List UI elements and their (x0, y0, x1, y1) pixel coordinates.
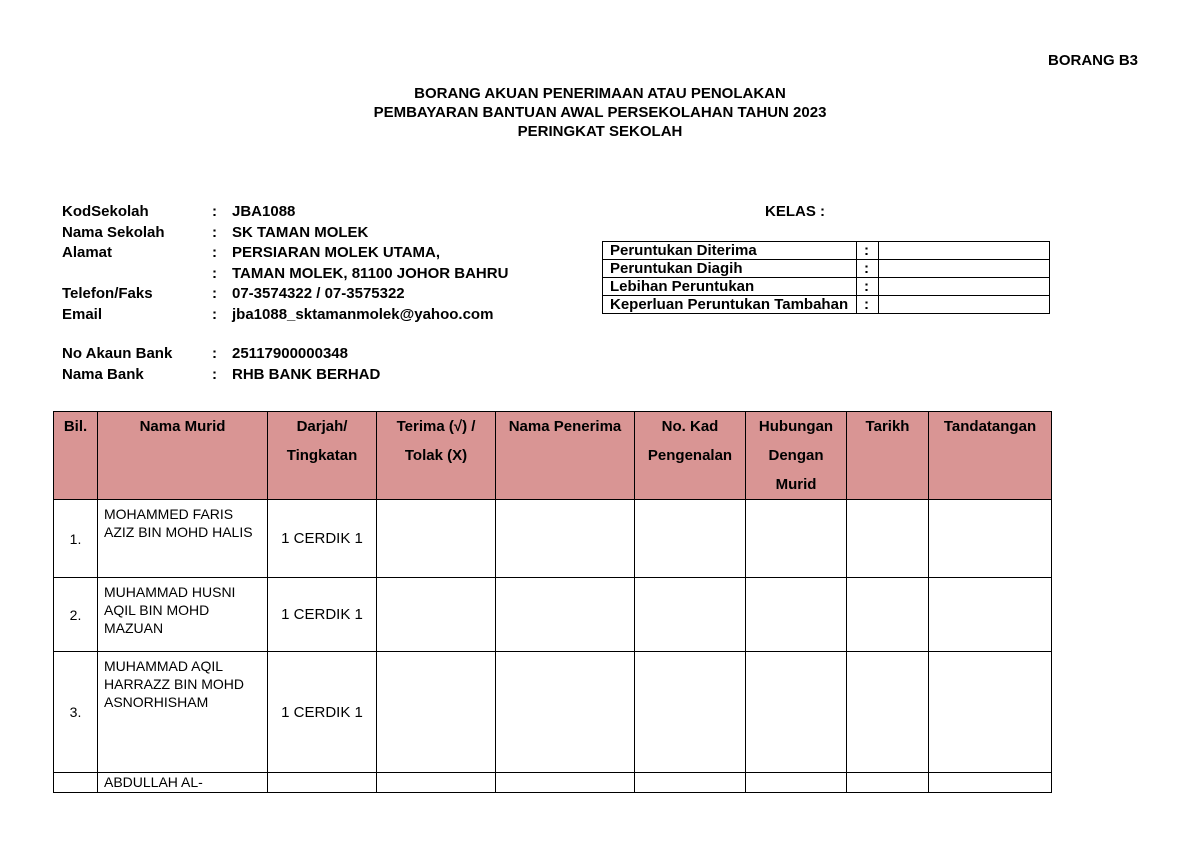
allocation-row (603, 260, 1050, 278)
student-name: MUHAMMAD HUSNI AQIL BIN MOHD MAZUAN (98, 578, 268, 652)
cell-terima-tolak[interactable] (377, 652, 496, 773)
title-line-1: BORANG AKUAN PENERIMAAN ATAU PENOLAKAN (414, 85, 786, 102)
header-darjah: Darjah/ Tingkatan (268, 412, 377, 500)
cell-hubungan[interactable] (746, 773, 847, 793)
akaun-bank-value: 25117900000348 (232, 345, 348, 362)
allocation-colon: : (857, 278, 879, 296)
colon: : (212, 285, 217, 302)
header-nama-penerima: Nama Penerima (496, 412, 635, 500)
document-title (0, 84, 1200, 141)
kod-sekolah-label: KodSekolah (62, 203, 149, 220)
title-line-2: PEMBAYARAN BANTUAN AWAL PERSEKOLAHAN TAHUN 2023 (373, 104, 827, 121)
allocation-value[interactable] (879, 242, 1050, 260)
colon: : (212, 264, 217, 282)
table-row (54, 500, 1052, 578)
cell-tandatangan[interactable] (929, 578, 1052, 652)
cell-tandatangan[interactable] (929, 500, 1052, 578)
akaun-bank-label: No Akaun Bank (62, 345, 173, 362)
student-class: 1 CERDIK 1 (268, 652, 377, 773)
cell-nama-penerima[interactable] (496, 773, 635, 793)
alamat-label: Alamat (62, 244, 113, 261)
email-value: jba1088_sktamanmolek@yahoo.com (232, 305, 494, 323)
table-row (54, 578, 1052, 652)
cell-hubungan[interactable] (746, 652, 847, 773)
cell-nama-penerima[interactable] (496, 652, 635, 773)
allocation-value[interactable] (879, 278, 1050, 296)
colon: : (212, 345, 217, 362)
colon: : (212, 365, 217, 383)
row-number (54, 773, 98, 793)
header-tarikh: Tarikh (847, 412, 929, 500)
kelas-label: KELAS : (765, 203, 825, 220)
allocation-label: Peruntukan Diterima (603, 242, 857, 260)
table-row (54, 773, 1052, 793)
allocation-value[interactable] (879, 260, 1050, 278)
allocation-row (603, 242, 1050, 260)
row-number: 3. (54, 652, 98, 773)
cell-tarikh[interactable] (847, 652, 929, 773)
telefon-value: 07-3574322 / 07-3575322 (232, 285, 405, 302)
header-tandatangan: Tandatangan (929, 412, 1052, 500)
cell-terima-tolak[interactable] (377, 500, 496, 578)
title-line-3: PERINGKAT SEKOLAH (517, 123, 683, 140)
allocation-row (603, 296, 1050, 314)
allocation-row (603, 278, 1050, 296)
header-no-kad: No. Kad Pengenalan (635, 412, 746, 500)
cell-tarikh[interactable] (847, 578, 929, 652)
header-nama-murid: Nama Murid (98, 412, 268, 500)
cell-no-kad[interactable] (635, 652, 746, 773)
kod-sekolah-value: JBA1088 (232, 203, 296, 220)
colon: : (212, 203, 217, 220)
nama-bank-label: Nama Bank (62, 365, 144, 383)
cell-tarikh[interactable] (847, 773, 929, 793)
table-row (54, 652, 1052, 773)
colon: : (212, 223, 217, 241)
nama-sekolah-value: SK TAMAN MOLEK (232, 223, 369, 241)
student-name: MOHAMMED FARIS AZIZ BIN MOHD HALIS (98, 500, 268, 578)
cell-nama-penerima[interactable] (496, 500, 635, 578)
cell-tarikh[interactable] (847, 500, 929, 578)
header-terima-tolak: Terima (√) / Tolak (X) (377, 412, 496, 500)
colon: : (212, 244, 217, 261)
header-hubungan: Hubungan Dengan Murid (746, 412, 847, 500)
allocation-label: Peruntukan Diagih (603, 260, 857, 278)
allocation-label: Lebihan Peruntukan (603, 278, 857, 296)
row-number: 1. (54, 500, 98, 578)
colon: : (212, 305, 217, 323)
student-table (53, 411, 1052, 793)
allocation-colon: : (857, 296, 879, 314)
nama-bank-value: RHB BANK BERHAD (232, 365, 381, 383)
cell-nama-penerima[interactable] (496, 578, 635, 652)
form-code: BORANG B3 (1047, 52, 1138, 69)
allocation-table (602, 241, 1050, 314)
telefon-label: Telefon/Faks (62, 285, 153, 302)
cell-no-kad[interactable] (635, 500, 746, 578)
cell-terima-tolak[interactable] (377, 578, 496, 652)
student-name: MUHAMMAD AQIL HARRAZZ BIN MOHD ASNORHISHAM (98, 652, 268, 773)
student-class: 1 CERDIK 1 (268, 578, 377, 652)
alamat-line-1: PERSIARAN MOLEK UTAMA, (232, 244, 441, 261)
table-header-row (54, 412, 1052, 500)
allocation-value[interactable] (879, 296, 1050, 314)
cell-no-kad[interactable] (635, 578, 746, 652)
cell-hubungan[interactable] (746, 578, 847, 652)
allocation-colon: : (857, 242, 879, 260)
allocation-label: Keperluan Peruntukan Tambahan (603, 296, 857, 314)
header-bil: Bil. (54, 412, 98, 500)
allocation-colon: : (857, 260, 879, 278)
cell-terima-tolak[interactable] (377, 773, 496, 793)
nama-sekolah-label: Nama Sekolah (62, 223, 165, 241)
student-class (268, 773, 377, 793)
row-number: 2. (54, 578, 98, 652)
email-label: Email (62, 305, 103, 323)
cell-no-kad[interactable] (635, 773, 746, 793)
cell-hubungan[interactable] (746, 500, 847, 578)
cell-tandatangan[interactable] (929, 652, 1052, 773)
student-name: ABDULLAH AL- (98, 773, 268, 793)
alamat-line-2: TAMAN MOLEK, 81100 JOHOR BAHRU (232, 264, 509, 282)
cell-tandatangan[interactable] (929, 773, 1052, 793)
student-class: 1 CERDIK 1 (268, 500, 377, 578)
